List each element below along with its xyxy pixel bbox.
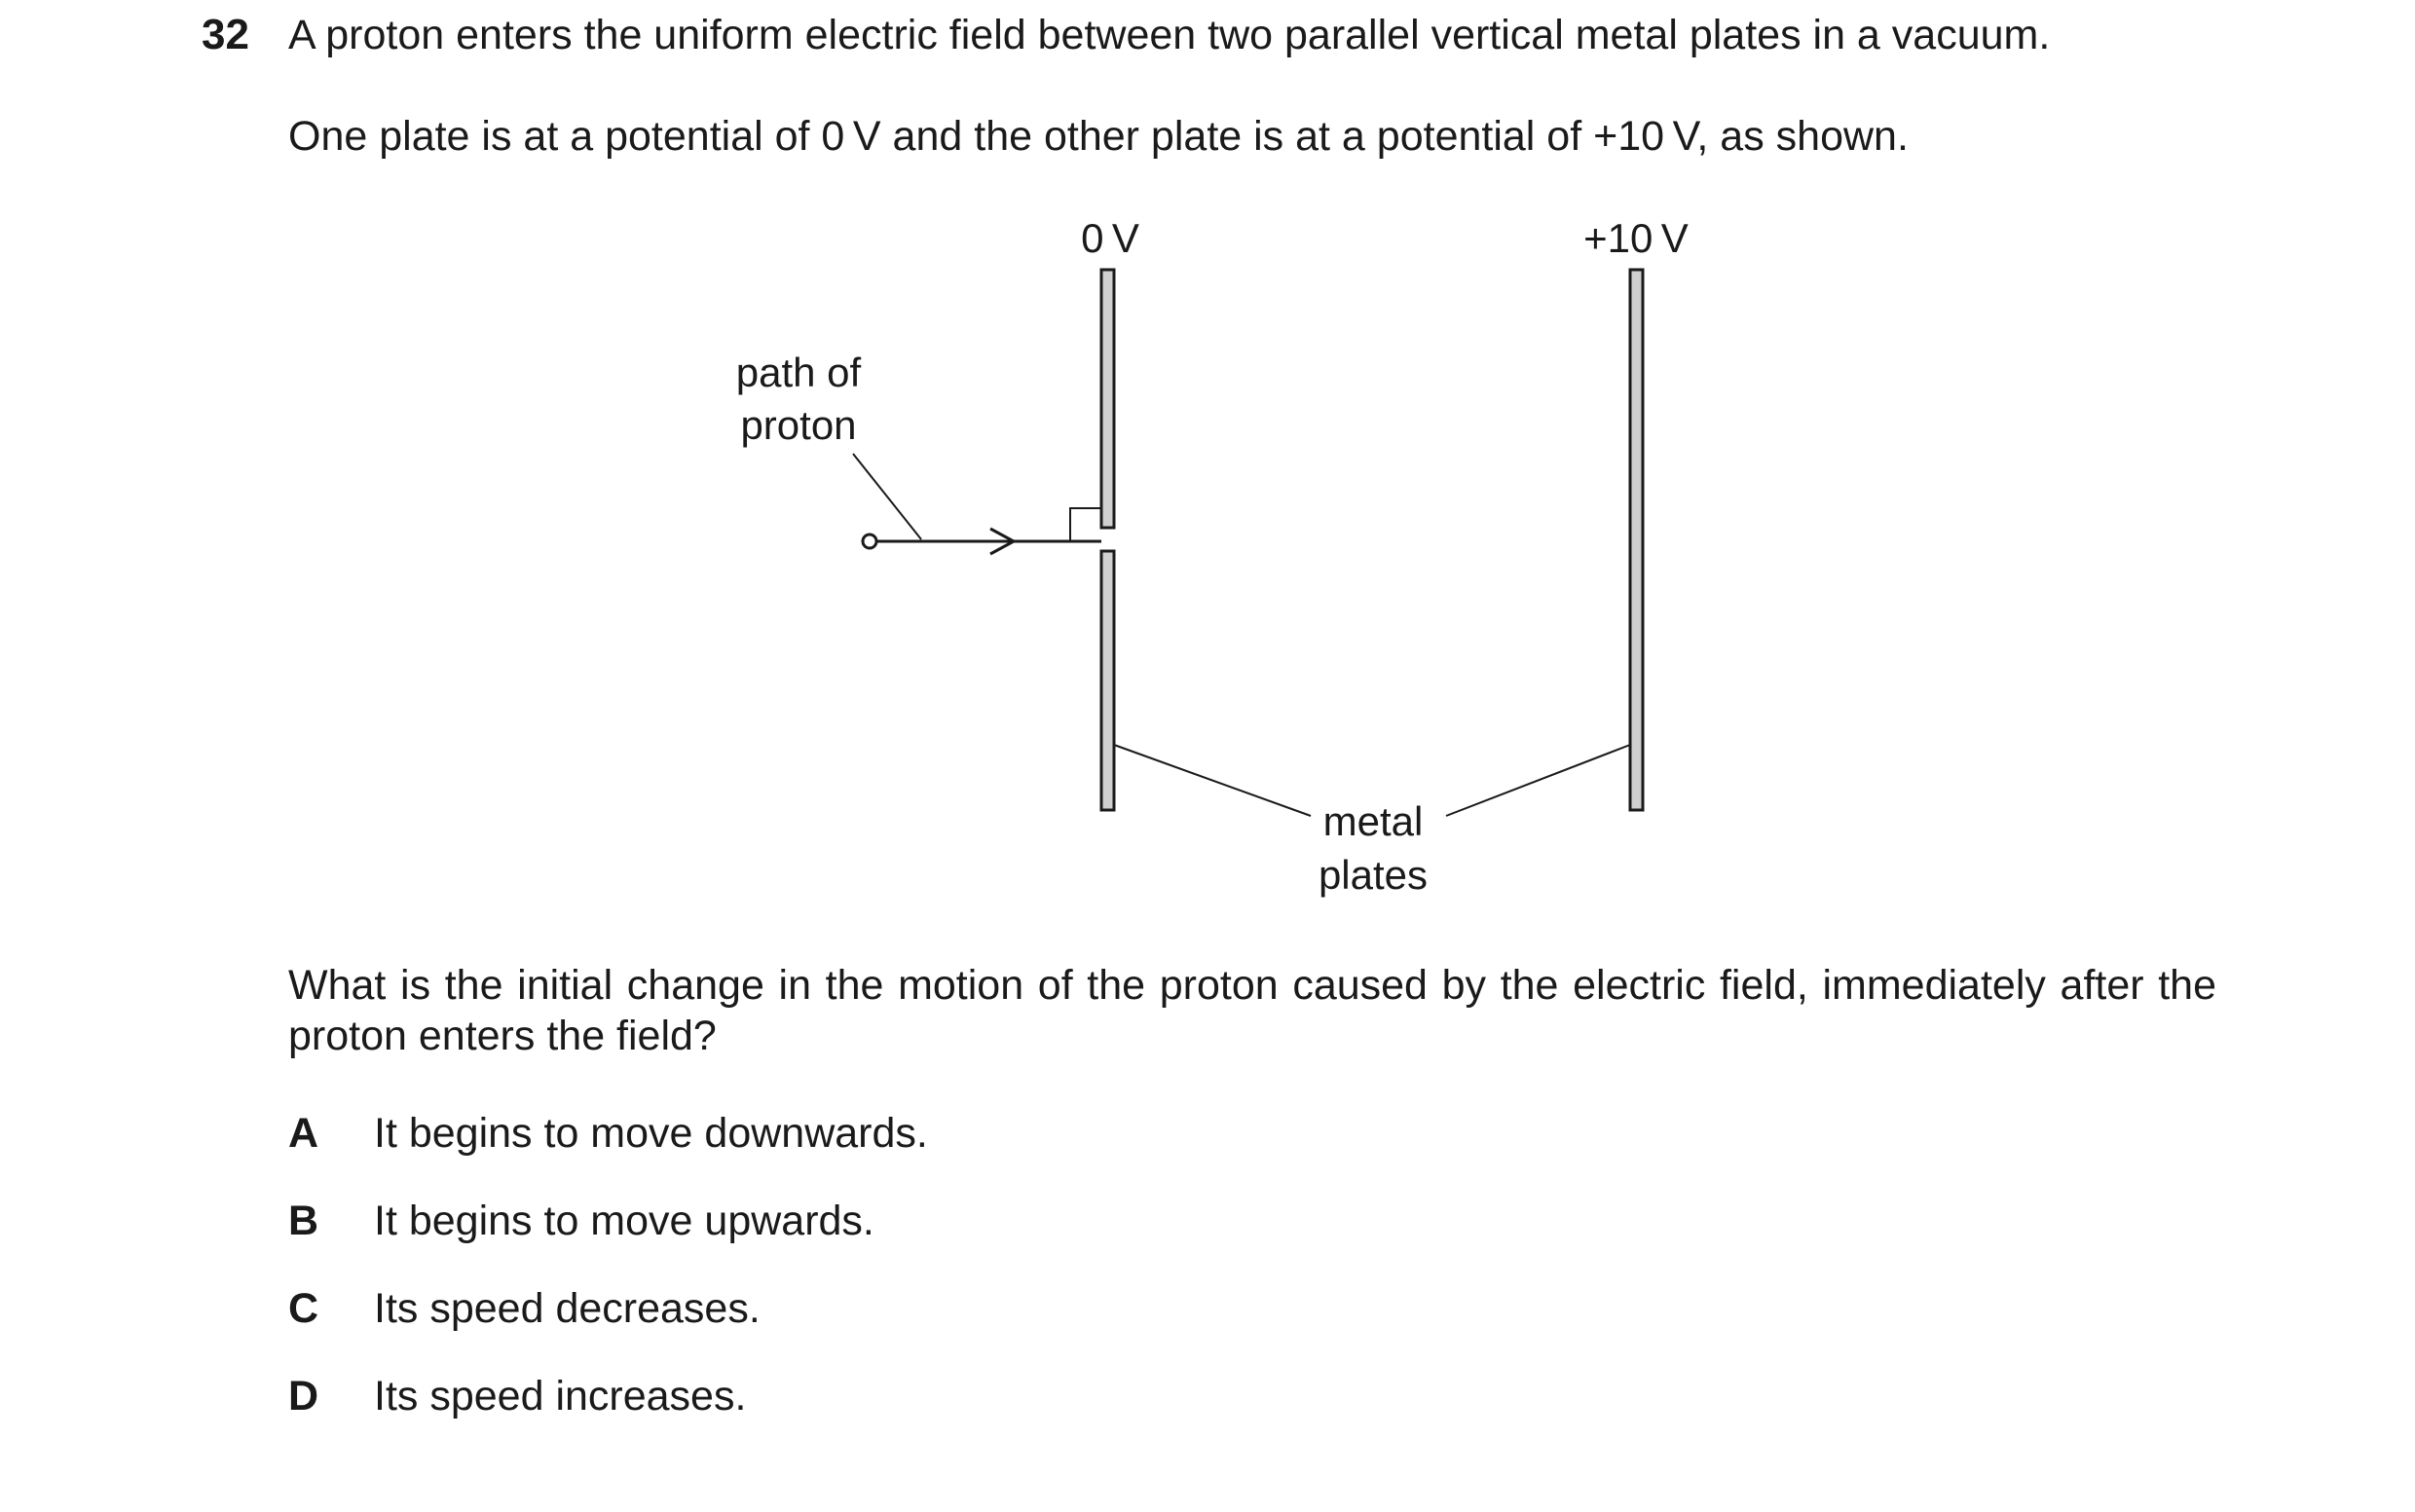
left-plate-lower	[1101, 551, 1114, 810]
option-text: It begins to move downwards.	[374, 1110, 928, 1157]
right-plate	[1630, 270, 1643, 810]
question-setup: One plate is at a potential of 0 V and the other plate is at a potential of +10 V, as shown.	[288, 113, 1909, 160]
plates-label-line2: plates	[1318, 852, 1429, 898]
plates-label-leader-right	[1446, 745, 1630, 816]
question-intro: A proton enters the uniform electric field between two parallel vertical metal plates in a vacuum.	[288, 12, 2051, 58]
option-letter: B	[288, 1198, 319, 1244]
option-text: Its speed increases.	[374, 1373, 747, 1420]
plates-label-line1: metal	[1322, 798, 1424, 844]
question-number: 32	[202, 11, 249, 58]
right-plate-potential-label: +10 V	[1583, 215, 1689, 261]
option-text: Its speed decreases.	[374, 1285, 761, 1332]
question-stem: What is the initial change in the motion of the proton caused by the electric field, immediately after the proton enters the field?	[288, 962, 2216, 1059]
option-text: It begins to move upwards.	[374, 1198, 874, 1244]
option-letter: C	[288, 1285, 319, 1332]
plates-label-leader-left	[1114, 745, 1311, 816]
right-angle-marker	[1070, 508, 1101, 541]
path-label-line1: path of	[735, 350, 862, 395]
option-letter: D	[288, 1373, 319, 1420]
path-label-leader	[853, 454, 921, 539]
left-plate-potential-label: 0 V	[1081, 215, 1139, 261]
option-letter: A	[288, 1110, 319, 1157]
proton-start-marker	[863, 535, 876, 548]
left-plate-upper	[1101, 270, 1114, 528]
path-label-line2: proton	[740, 402, 857, 448]
